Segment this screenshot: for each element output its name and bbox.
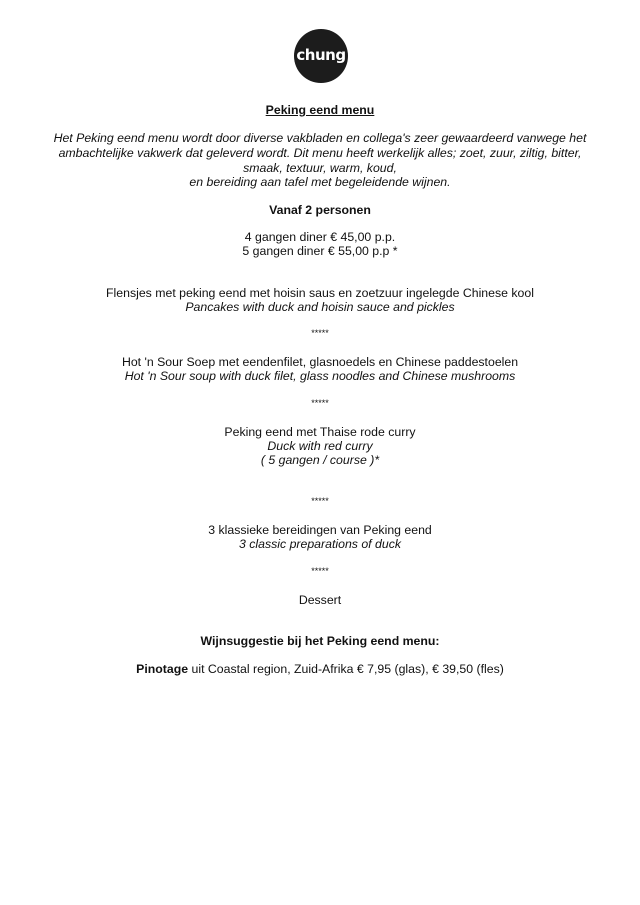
course-4-nl: 3 klassieke bereidingen van Peking eend <box>208 523 432 537</box>
course-2-en: Hot 'n Sour soup with duck filet, glass noodles and Chinese mushrooms <box>124 369 516 383</box>
intro-line-3: smaak, textuur, warm, koud, <box>243 161 397 175</box>
course-3-en: Duck with red curry <box>267 439 373 453</box>
intro-line-2: ambachtelijke vakwerk dat geleverd wordt. Dit menu heeft werkelijk alles; zoet, zuur, ziltig, bitter, <box>58 146 582 160</box>
course-2-nl: Hot 'n Sour Soep met eendenfilet, glasnoedels en Chinese paddestoelen <box>121 355 519 369</box>
page-title: Peking eend menu <box>265 103 375 117</box>
course-5-nl: Dessert <box>298 593 342 607</box>
chung-logo <box>294 29 348 83</box>
wine-name: Pinotage <box>136 662 189 676</box>
logo-text: chung <box>296 45 346 64</box>
intro-line-4: en bereiding aan tafel met begeleidende wijnen. <box>189 175 451 189</box>
separator: ***** <box>311 328 329 338</box>
wine-details: uit Coastal region, Zuid-Afrika € 7,95 (glas), € 39,50 (fles) <box>188 662 504 676</box>
separator: ***** <box>311 496 329 506</box>
wine-heading: Wijnsuggestie bij het Peking eend menu: <box>200 634 440 648</box>
course-3-nl: Peking eend met Thaise rode curry <box>224 425 416 439</box>
separator: ***** <box>311 566 329 576</box>
course-3-note: ( 5 gangen / course )* <box>260 453 380 467</box>
price-4-courses: 4 gangen diner € 45,00 p.p. <box>244 230 396 244</box>
price-5-courses: 5 gangen diner € 55,00 p.p * <box>242 244 398 258</box>
intro-line-1: Het Peking eend menu wordt door diverse vakbladen en collega's zeer gewaardeerd vanwege het <box>53 131 587 145</box>
course-1-nl: Flensjes met peking eend met hoisin saus en zoetzuur ingelegde Chinese kool <box>106 286 534 300</box>
separator: ***** <box>311 398 329 408</box>
wine-suggestion <box>0 662 640 677</box>
course-1-en: Pancakes with duck and hoisin sauce and pickles <box>185 300 455 314</box>
persons-heading: Vanaf 2 personen <box>269 203 371 217</box>
course-4-en: 3 classic preparations of duck <box>239 537 401 551</box>
